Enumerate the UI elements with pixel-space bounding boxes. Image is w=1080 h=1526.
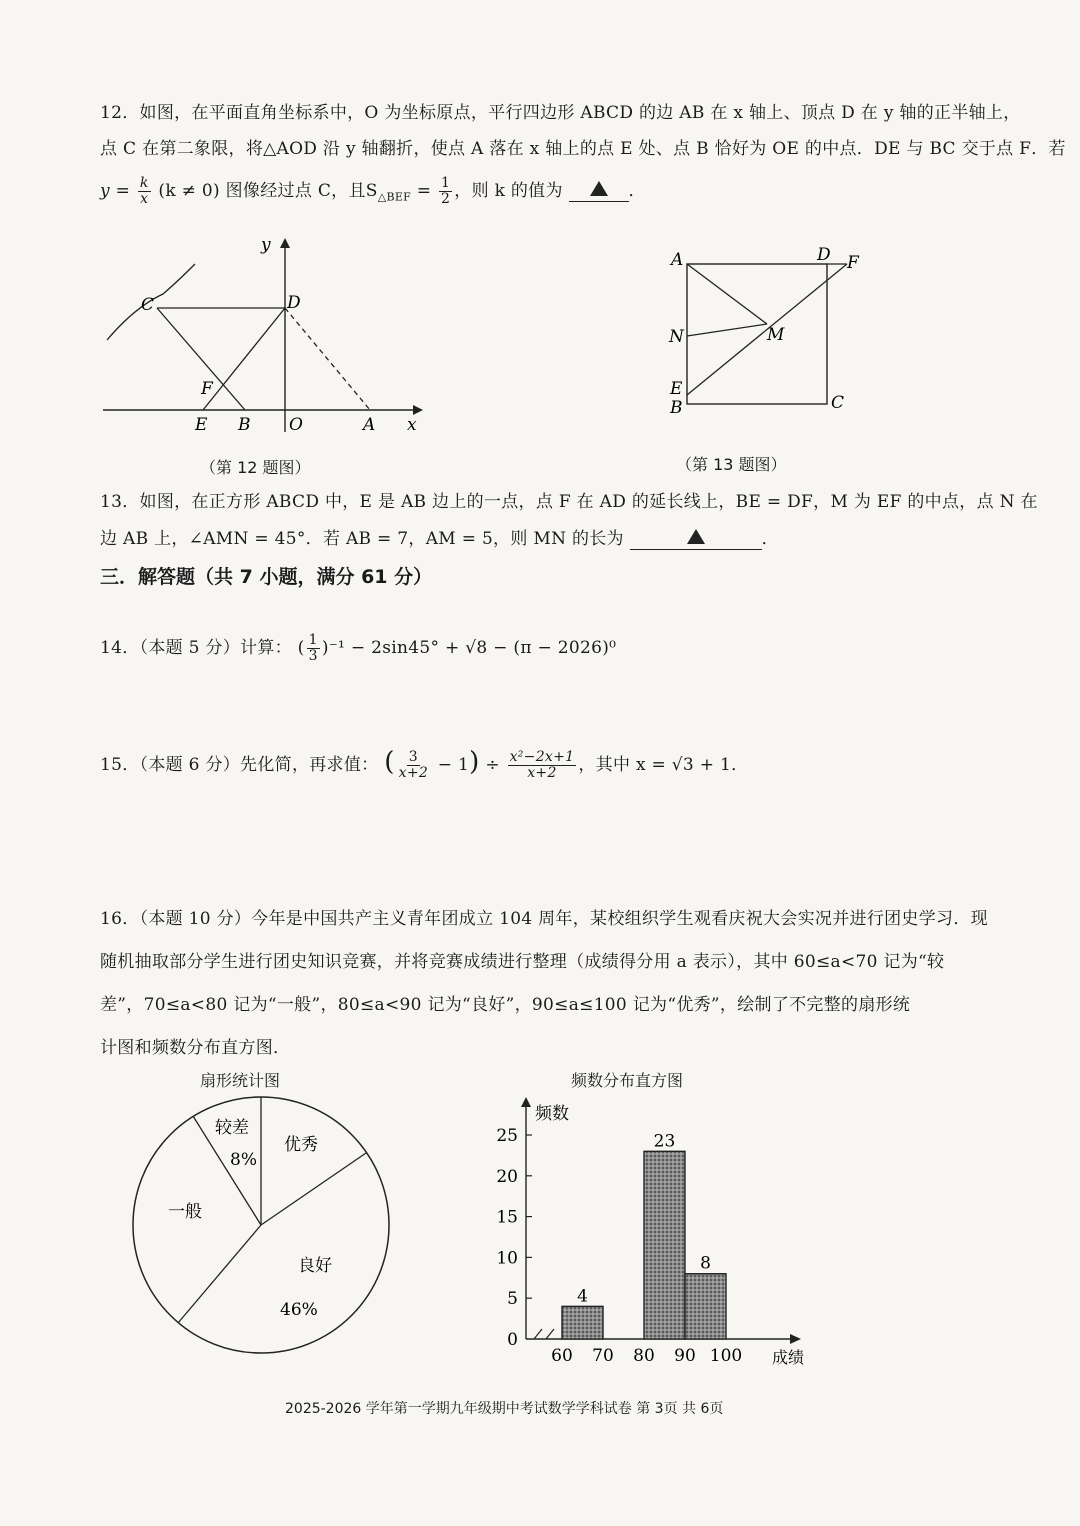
y-tick-label: 25 — [496, 1126, 518, 1146]
q12-sub: △BEF — [377, 190, 412, 204]
hist-y-arrow-icon — [521, 1097, 531, 1107]
hist-bar — [685, 1274, 726, 1339]
axis-break-icon — [534, 1329, 554, 1339]
q13-line2: 边 AB 上，∠AMN = 45°．若 AB = 7，AM = 5，则 MN 的长为 ． — [100, 529, 779, 549]
q12-answer-blank — [569, 181, 629, 202]
hist-bars — [562, 1131, 726, 1339]
q12-line2: 点 C 在第二象限，将△AOD 沿 y 轴翻折，使点 A 落在 x 轴上的点 E 处、点 B 恰好为 OE 的中点．DE 与 BC 交于点 F．若 — [100, 139, 1066, 159]
x-tick-label: 70 — [592, 1346, 614, 1366]
label-y: y — [261, 235, 271, 255]
q16-line1: 16．（本题 10 分）今年是中国共产主义青年团成立 104 周年，某校组织学生观看庆祝大会实况并进行团史学习．现 — [100, 909, 988, 929]
y-axis-arrow-icon — [280, 238, 290, 248]
label-B: B — [670, 398, 683, 418]
label-D: D — [817, 245, 831, 265]
y-tick-label: 5 — [507, 1289, 518, 1310]
q12-fraction-half: $\frac{1}{2}$ — [441, 175, 451, 207]
pie-divider-good — [178, 1225, 261, 1323]
triangle-icon — [687, 529, 705, 544]
q14-fraction: $\frac{1}{3}$ — [308, 632, 318, 664]
square-ABCD — [687, 264, 827, 404]
pie-chart-title: 扇形统计图 — [200, 1071, 281, 1090]
q12-caption: （第 12 题图） — [200, 458, 311, 477]
page-footer: 2025-2026 学年第一学期九年级期中考试数学学科试卷 第 3页 共 6页 — [285, 1401, 724, 1417]
hist-bar-value-label: 4 — [577, 1286, 588, 1307]
label-E: E — [195, 415, 208, 435]
q12-line1: 12．如图，在平面直角坐标系中，O 为坐标原点，平行四边形 ABCD 的边 AB 在 x 轴上、顶点 D 在 y 轴的正半轴上， — [100, 103, 1021, 123]
label-A: A — [671, 250, 684, 270]
histogram-title: 频数分布直方图 — [571, 1071, 684, 1090]
q16-line4: 计图和频数分布直方图． — [100, 1038, 291, 1058]
label-N: N — [669, 327, 684, 347]
q14-line: 14．（本题 5 分）计算： ( $\frac{1}{3}$ )⁻¹ − 2sin45° + √8 − (π − 2026)⁰ — [100, 632, 617, 664]
y-tick-label: 20 — [496, 1166, 518, 1187]
segment-DA-dashed — [285, 308, 370, 410]
x-axis-arrow-icon — [413, 405, 423, 415]
y-tick-label: 15 — [496, 1207, 518, 1228]
q15-line: 15．（本题 6 分）先化简，再求值： ( $\frac{3}{x+2}$ − 1) ÷ $\frac{\text{x²−2x+1}}{x+2}$ ，其中 x = √3 + 1． — [100, 747, 749, 781]
triangle-icon — [590, 181, 608, 196]
x-tick-label: 60 — [551, 1346, 573, 1366]
pie-label-poor: 较差 — [215, 1118, 249, 1138]
label-A: A — [363, 415, 376, 435]
q12-y-eq: y = — [100, 181, 131, 201]
hist-x-ticks — [551, 1346, 742, 1366]
q12-figure — [95, 232, 435, 447]
label-x: x — [407, 415, 417, 435]
segment-NM — [687, 324, 767, 336]
hist-bar — [644, 1151, 685, 1339]
hist-bar-value-label: 8 — [700, 1253, 711, 1274]
y-tick-label: 10 — [496, 1248, 518, 1269]
q15-fraction1: $\frac{3}{x+2}$ — [398, 749, 429, 781]
label-O: O — [289, 415, 303, 435]
pie-chart — [130, 1095, 400, 1355]
q13-caption: （第 13 题图） — [676, 455, 787, 474]
pie-label-excellent: 优秀 — [284, 1135, 318, 1155]
pie-percent-good: 46% — [280, 1300, 318, 1320]
hist-bar — [562, 1306, 603, 1339]
q13-answer-blank — [630, 529, 762, 550]
label-C: C — [831, 393, 845, 413]
q12-line3: y = $\frac{k}{x}$ (k ≠ 0) 图像经过点 C，且$S_{\triangle BEF}$ = $\frac{1}{2}$ ，则 k 的值为 ． — [100, 175, 646, 207]
x-tick-label: 100 — [709, 1346, 743, 1366]
label-B: B — [238, 415, 251, 435]
hist-xlabel: 成绩 — [772, 1348, 805, 1367]
segment-AM — [687, 264, 767, 324]
histogram — [490, 1095, 820, 1375]
pie-label-good: 良好 — [298, 1256, 332, 1276]
label-M: M — [767, 325, 785, 345]
x-tick-label: 90 — [674, 1346, 696, 1366]
q16-line3: 差”，70≤a<80 记为“一般”，80≤a<90 记为“良好”，90≤a≤100 记为“优秀”，绘制了不完整的扇形统 — [100, 995, 911, 1015]
pie-label-average: 一般 — [168, 1202, 202, 1222]
q12-condition: (k ≠ 0) 图像经过点 C，且S — [158, 181, 378, 201]
q14-expression: ⁻¹ − 2sin45° + √8 − (π − 2026)⁰ — [328, 638, 617, 658]
segment-DE — [203, 308, 285, 410]
y-tick-label: 0 — [507, 1330, 518, 1350]
q16-line2: 随机抽取部分学生进行团史知识竞赛，并将竞赛成绩进行整理（成绩得分用 a 表示），其中 60≤a<70 记为“较 — [100, 952, 945, 972]
label-F: F — [847, 253, 859, 273]
hist-bar-value-label: 23 — [653, 1131, 676, 1152]
q15-fraction2: $\frac{\text{x²−2x+1}}{x+2}$ — [509, 749, 575, 781]
pie-divider-excellent — [261, 1153, 366, 1225]
label-E: E — [670, 379, 683, 399]
x-tick-label: 80 — [633, 1346, 655, 1366]
label-F: F — [201, 379, 213, 399]
q13-line1: 13．如图，在正方形 ABCD 中，E 是 AB 边上的一点，点 F 在 AD 的延长线上，BE = DF，M 为 EF 的中点，点 N 在 — [100, 492, 1038, 512]
section-3-heading: 三．解答题（共 7 小题，满分 61 分） — [100, 566, 433, 588]
hist-x-arrow-icon — [790, 1334, 801, 1344]
label-C: C — [141, 295, 155, 315]
hist-ylabel: 频数 — [535, 1104, 569, 1124]
q12-fraction-kx: $\frac{k}{x}$ — [139, 175, 149, 207]
label-D: D — [287, 293, 301, 313]
q13-figure — [665, 240, 875, 420]
pie-percent-poor: 8% — [230, 1150, 257, 1170]
